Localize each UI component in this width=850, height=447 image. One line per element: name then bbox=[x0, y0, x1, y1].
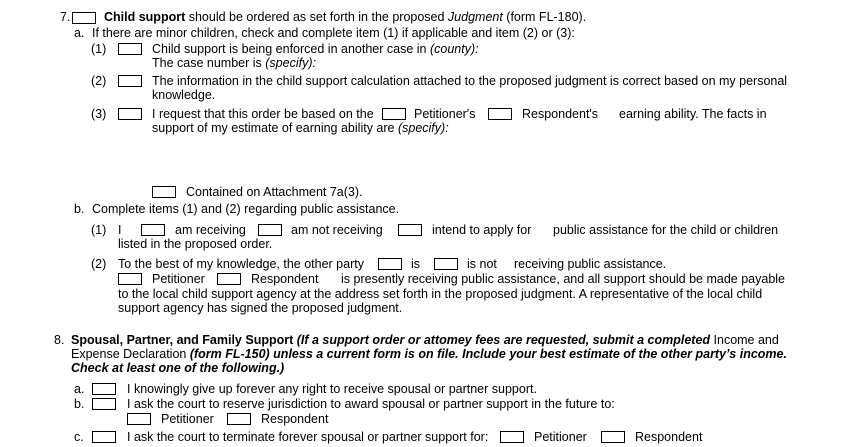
respondents-label: Respondent's bbox=[522, 107, 599, 121]
item-7b2-line-4: support agency has signed the proposed judgment. bbox=[118, 301, 403, 315]
enforced-other-case-checkbox[interactable] bbox=[118, 43, 142, 55]
item-7a3-line-2 bbox=[152, 121, 449, 136]
respondents-earning-checkbox[interactable] bbox=[488, 108, 512, 120]
item-7b1-i: I bbox=[118, 223, 122, 237]
item-7b1-end: public assistance for the child or children bbox=[553, 223, 779, 237]
item-8-line-3 bbox=[71, 361, 284, 376]
item-7-intro: should be ordered as set forth in the proposed bbox=[185, 10, 448, 24]
item-7a2-line-2: knowledge. bbox=[152, 88, 216, 102]
item-7b2-line-3: to the local child support agency at the address set forth in the proposed judgment. A representative of the local child bbox=[118, 287, 763, 301]
item-7a1-number: (1) bbox=[91, 42, 107, 56]
item-7b-label: b. bbox=[74, 202, 85, 216]
item-8-number: 8. bbox=[54, 333, 65, 347]
item-7-line-1 bbox=[104, 10, 586, 25]
other-party-is-not-checkbox[interactable] bbox=[434, 258, 458, 270]
item-7a3-end: earning ability. The facts in bbox=[619, 107, 767, 121]
terminate-support-checkbox[interactable] bbox=[92, 431, 116, 443]
item-7b2-end: receiving public assistance. bbox=[514, 257, 667, 271]
public-assistance-petitioner-label: Petitioner bbox=[152, 272, 205, 286]
terminate-petitioner-label: Petitioner bbox=[534, 430, 587, 444]
item-7a-label: a. bbox=[74, 26, 85, 40]
reserve-jurisdiction-checkbox[interactable] bbox=[92, 398, 116, 410]
item-7a1-text bbox=[152, 42, 479, 57]
item-7b1-line-2: listed in the proposed order. bbox=[118, 237, 273, 251]
item-7a-text: If there are minor children, check and complete item (1) if applicable and item (2) or (3): bbox=[92, 26, 575, 40]
am-receiving-label: am receiving bbox=[175, 223, 246, 237]
earning-ability-checkbox[interactable] bbox=[118, 108, 142, 120]
petitioners-earning-checkbox[interactable] bbox=[382, 108, 406, 120]
public-assistance-respondent-checkbox[interactable] bbox=[217, 273, 241, 285]
attachment-7a3-checkbox[interactable] bbox=[152, 186, 176, 198]
item-8-line-1 bbox=[71, 333, 779, 348]
item-8a-label: a. bbox=[74, 382, 85, 396]
item-7-number: 7. bbox=[60, 10, 71, 24]
other-party-is-not-label: is not bbox=[467, 257, 497, 271]
item-7a2-number: (2) bbox=[91, 74, 107, 88]
check-at-least-one: Check at least one of the following.) bbox=[71, 361, 285, 375]
other-party-is-label: is bbox=[411, 257, 421, 271]
terminate-respondent-checkbox[interactable] bbox=[601, 431, 625, 443]
enforced-other-case-label: Child support is being enforced in another case in bbox=[152, 42, 430, 56]
county-italic: (county): bbox=[429, 42, 479, 56]
specify-italic-2: (specify): bbox=[397, 121, 449, 135]
attachment-7a3-label: Contained on Attachment 7a(3). bbox=[186, 185, 363, 199]
item-8-line-2-italic: (form FL-150) unless a current form is on file. Include your best estimate of the other party’s income. bbox=[186, 347, 787, 361]
item-8c-label: c. bbox=[74, 430, 84, 444]
other-party-is-checkbox[interactable] bbox=[378, 258, 402, 270]
item-8b-label: b. bbox=[74, 397, 85, 411]
specify-italic: (specify): bbox=[265, 56, 316, 70]
am-not-receiving-label: am not receiving bbox=[291, 223, 383, 237]
item-7b1-number: (1) bbox=[91, 223, 107, 237]
terminate-petitioner-checkbox[interactable] bbox=[500, 431, 524, 443]
item-8-intro-italic: (If a support order or attomey fees are requested, submit a completed bbox=[293, 333, 714, 347]
item-7b2-line-2-end: is presently receiving public assistance, and all support should be made payable bbox=[341, 272, 786, 286]
item-7a2-text: The information in the child support calculation attached to the proposed judgment is correct based on my personal bbox=[152, 74, 788, 88]
item-7b2-number: (2) bbox=[91, 257, 107, 271]
reserve-respondent-checkbox[interactable] bbox=[227, 413, 251, 425]
item-8c-text: I ask the court to terminate forever spousal or partner support for: bbox=[127, 430, 489, 444]
reserve-respondent-label: Respondent bbox=[261, 412, 329, 426]
spousal-support-title: Spousal, Partner, and Family Support bbox=[71, 333, 294, 347]
give-up-support-checkbox[interactable] bbox=[92, 383, 116, 395]
public-assistance-respondent-label: Respondent bbox=[251, 272, 319, 286]
intend-to-apply-checkbox[interactable] bbox=[398, 224, 422, 236]
item-8a-text: I knowingly give up forever any right to receive spousal or partner support. bbox=[127, 382, 537, 396]
item-7a3-text: I request that this order be based on the bbox=[152, 107, 374, 121]
am-not-receiving-checkbox[interactable] bbox=[258, 224, 282, 236]
income-and-label: Income and bbox=[713, 333, 779, 347]
public-assistance-petitioner-checkbox[interactable] bbox=[118, 273, 142, 285]
child-support-title: Child support bbox=[104, 10, 186, 24]
calculation-correct-checkbox[interactable] bbox=[118, 75, 142, 87]
item-7-intro-end: (form FL-180). bbox=[502, 10, 587, 24]
item-7a1-line-2 bbox=[152, 56, 316, 71]
item-8b-text: I ask the court to reserve jurisdiction to award spousal or partner support in the future to: bbox=[127, 397, 615, 411]
judgment-italic: Judgment bbox=[447, 10, 503, 24]
case-number-label: The case number is bbox=[152, 56, 266, 70]
petitioners-label: Petitioner's bbox=[414, 107, 476, 121]
am-receiving-checkbox[interactable] bbox=[141, 224, 165, 236]
support-estimate-label: support of my estimate of earning ability are bbox=[152, 121, 398, 135]
item-8-line-2 bbox=[71, 347, 787, 362]
reserve-petitioner-label: Petitioner bbox=[161, 412, 214, 426]
terminate-respondent-label: Respondent bbox=[635, 430, 703, 444]
expense-declaration-label: Expense Declaration bbox=[71, 347, 187, 361]
item-7b-text: Complete items (1) and (2) regarding public assistance. bbox=[92, 202, 400, 216]
reserve-petitioner-checkbox[interactable] bbox=[127, 413, 151, 425]
item-7b2-text: To the best of my knowledge, the other party bbox=[118, 257, 364, 271]
intend-to-apply-label: intend to apply for bbox=[432, 223, 532, 237]
item-7a3-number: (3) bbox=[91, 107, 107, 121]
child-support-checkbox[interactable] bbox=[72, 12, 96, 24]
